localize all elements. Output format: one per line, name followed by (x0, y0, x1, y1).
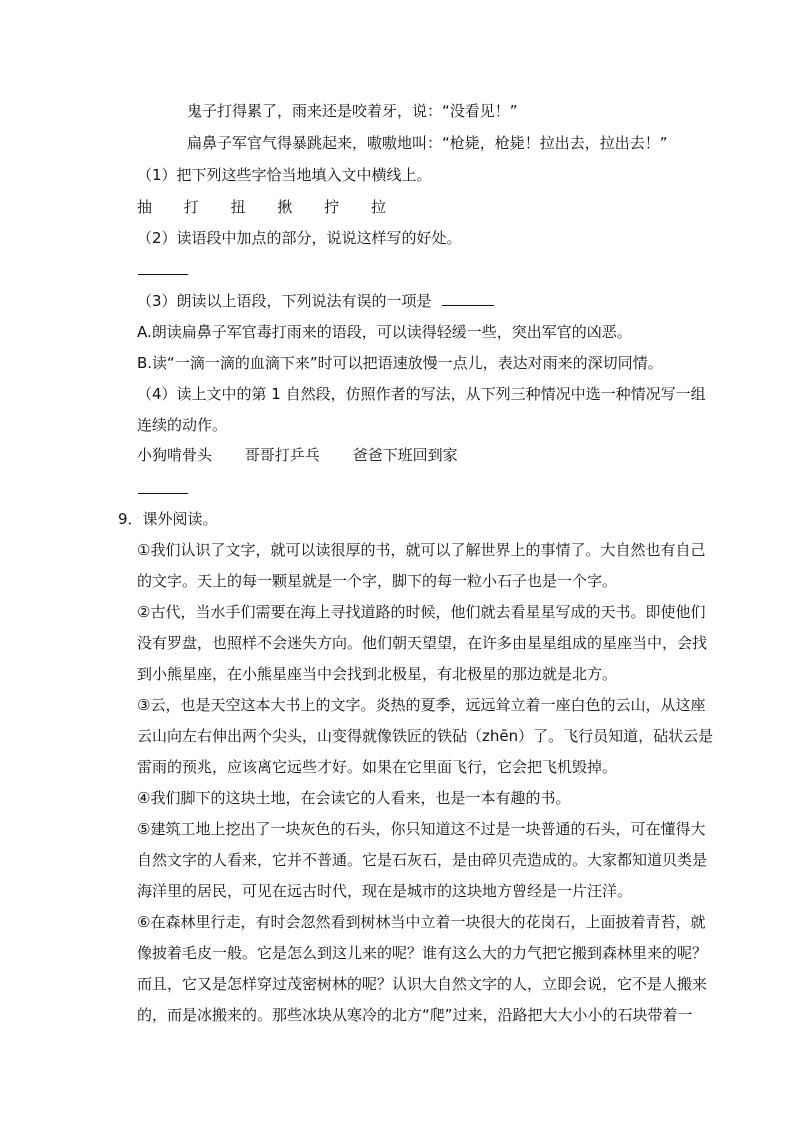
scenario-option: 爸爸下班回到家 (352, 446, 458, 464)
reading-line: ③云，也是天空这本大书上的文字。炎热的夏季，远远耸立着一座白色的云山，从这座 (137, 696, 706, 714)
reading-line: 云山向左右伸出两个尖头，山变得就像铁匠的铁砧（zhēn）了。飞行员知道，砧状云是 (137, 727, 714, 745)
reading-line: 的，而是冰搬来的。那些冰块从寒冷的北方“爬”过来，沿路把大大小小的石块带着一 (137, 1006, 693, 1024)
question-1-prompt: （1）把下列这些字恰当地填入文中横线上。 (137, 166, 432, 184)
passage-line-2: 扁鼻子军官气得暴跳起来，嗷嗷地叫：“枪毙，枪毙！拉出去，拉出去！” (187, 134, 668, 152)
reading-line: ①我们认识了文字，就可以读很厚的书，就可以了解世界上的事情了。大自然也有自己 (137, 541, 706, 559)
question-2-answer-blank[interactable] (138, 274, 188, 275)
question-2-prompt: （2）读语段中加点的部分，说说这样写的好处。 (137, 229, 462, 247)
reading-line: 而且，它又是怎样穿过茂密树林的呢？认识大自然文字的人，立即会说，它不是人搬来 (137, 975, 708, 993)
section-9-title: 9．课外阅读。 (118, 510, 218, 528)
reading-line: 自然文字的人看来，它并不普通。它是石灰石，是由碎贝壳造成的。大家都知道贝类是 (137, 851, 708, 869)
reading-line: 的文字。天上的每一颗星就是一个字，脚下的每一粒小石子也是一个字。 (137, 572, 618, 590)
char-option: 抽 (137, 198, 153, 216)
passage-line-1: 鬼子打得累了，雨来还是咬着牙，说：“没看见！” (187, 102, 518, 120)
question-3-answer-blank[interactable] (442, 291, 494, 306)
question-4-answer-blank[interactable] (138, 493, 188, 494)
reading-line: 没有罗盘，也照样不会迷失方向。他们朝天望望，在许多由星星组成的星座当中，会找 (137, 634, 708, 652)
char-option: 打 (183, 198, 199, 216)
reading-line: 像披着毛皮一般。它是怎么到这儿来的呢？谁有这么大的力气把它搬到森林里来的呢？ (137, 944, 708, 962)
char-option: 扭 (230, 198, 246, 216)
question-3-option-a[interactable]: A.朗读扁鼻子军官毒打雨来的语段，可以读得轻缓一些，突出军官的凶恶。 (137, 323, 632, 341)
scenario-option: 哥哥打乒乓 (244, 446, 320, 464)
reading-line: ⑥在森林里行走，有时会忽然看到树林当中立着一块很大的花岗石，上面披着青苔，就 (137, 913, 706, 931)
reading-line: ②古代，当水手们需要在海上寻找道路的时候，他们就去看星星写成的天书。即使他们 (137, 603, 706, 621)
question-4-option-list (137, 445, 486, 465)
reading-line: 雷雨的预兆，应该离它远些才好。如果在它里面飞行，它会把飞机毁掉。 (137, 758, 618, 776)
char-option: 揪 (277, 198, 293, 216)
reading-line: 海洋里的居民，可见在远古时代，现在是城市的这块地方曾经是一片汪洋。 (137, 882, 633, 900)
question-4-prompt-line-1: （4）读上文中的第 1 自然段，仿照作者的写法，从下列三种情况中选一种情况写一组 (137, 385, 706, 403)
reading-line: ④我们脚下的这块土地，在会读它的人看来，也是一本有趣的书。 (137, 789, 571, 807)
reading-line: ⑤建筑工地上挖出了一块灰色的石头，你只知道这不过是一块普通的石头，可在懂得大 (137, 820, 706, 838)
question-3-prompt (137, 291, 494, 311)
reading-line: 到小熊星座，在小熊星座当中会找到北极星，有北极星的那边就是北方。 (137, 665, 618, 683)
question-4-prompt-line-2: 连续的动作。 (137, 416, 228, 434)
question-3-option-b[interactable]: B.读“一滴一滴的血滴下来”时可以把语速放慢一点儿，表达对雨来的深切同情。 (137, 354, 663, 372)
question-1-char-list (137, 197, 413, 217)
scenario-option: 小狗啃骨头 (137, 446, 213, 464)
char-option: 拧 (324, 198, 340, 216)
char-option: 拉 (370, 198, 386, 216)
question-3-prompt-text: （3）朗读以上语段，下列说法有误的一项是 (137, 292, 432, 310)
